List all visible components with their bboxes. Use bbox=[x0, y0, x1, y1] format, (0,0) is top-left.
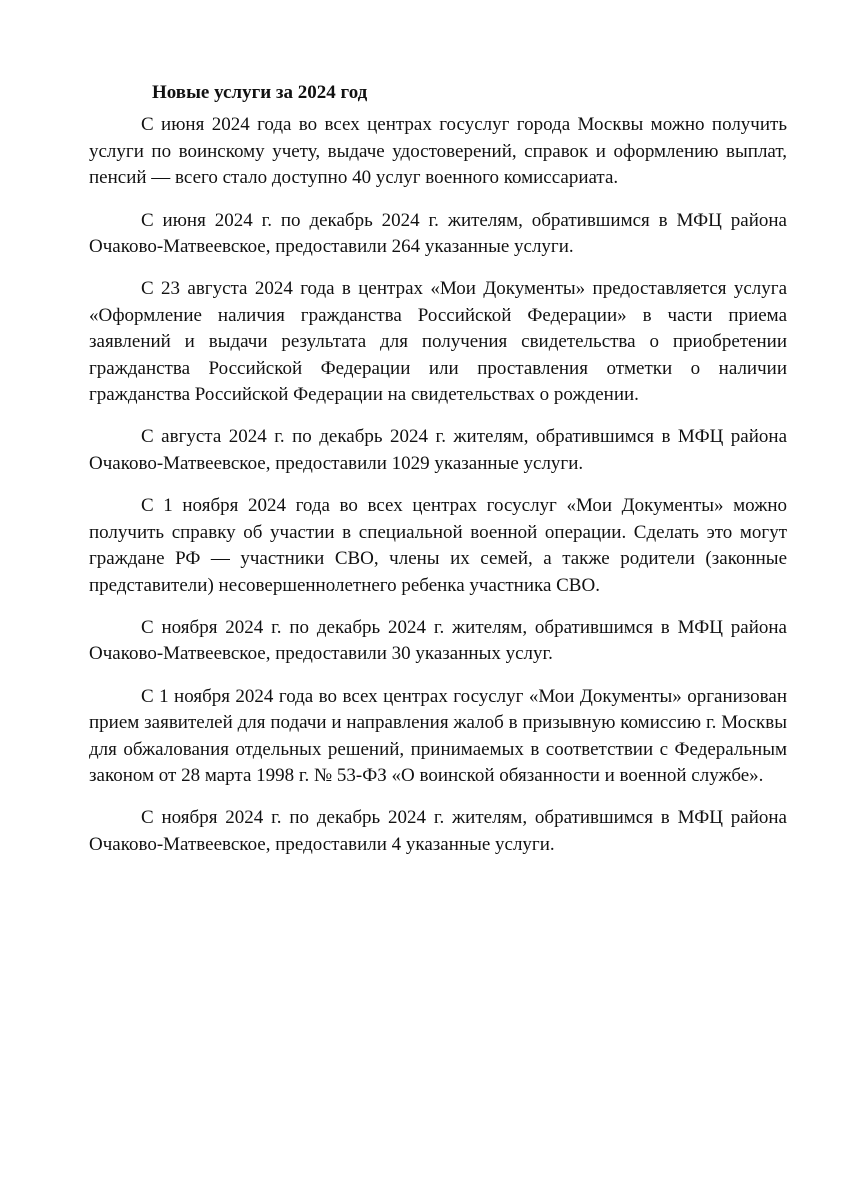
paragraph: С августа 2024 г. по декабрь 2024 г. жителям, обратившимся в МФЦ района Очаково-Матвеевское, предоставили 1029 указанные услуги. bbox=[89, 426, 787, 474]
paragraph: С 23 августа 2024 года в центрах «Мои Документы» предоставляется услуга «Оформление наличия гражданства Российской Федерации» в части приема заявлений и выдачи результата для получения свидетельства о приобретении гражданства Российской Федерации или проставления отметки о наличии гражданства Российской Федерации на свидетельствах о рождении. bbox=[89, 278, 787, 406]
document-heading: Новые услуги за 2024 год bbox=[152, 82, 368, 103]
paragraph: С 1 ноября 2024 года во всех центрах госуслуг «Мои Документы» организован прием заявителей для подачи и направления жалоб в призывную комиссию г. Москвы для обжалования отдельных решений, принимаемых в соответствии с Федеральным законом от 28 марта 1998 г. № 53-ФЗ «О воинской обязанности и военной службе». bbox=[89, 685, 787, 786]
document-body bbox=[89, 80, 787, 874]
paragraph: С июня 2024 г. по декабрь 2024 г. жителям, обратившимся в МФЦ района Очаково-Матвеевское, предоставили 264 указанные услуги. bbox=[89, 209, 787, 258]
paragraph: С 1 ноября 2024 года во всех центрах госуслуг «Мои Документы» можно получить справку об участии в специальной военной операции. Сделать это могут граждане РФ — участники СВО, члены их семей, а также родители (законные представители) несовершеннолетнего ребенка участника СВО. bbox=[89, 495, 787, 596]
paragraph: С июня 2024 года во всех центрах госуслуг города Москвы можно получить услуги по воинскому учету, выдаче удостоверений, справок и оформлению выплат, пенсий — всего стало доступно 40 услуг военного комиссариата. bbox=[89, 114, 787, 189]
paragraph: С ноября 2024 г. по декабрь 2024 г. жителям, обратившимся в МФЦ района Очаково-Матвеевское, предоставили 4 указанные услуги. bbox=[89, 807, 787, 855]
paragraph: С ноября 2024 г. по декабрь 2024 г. жителям, обратившимся в МФЦ района Очаково-Матвеевское, предоставили 30 указанных услуг. bbox=[89, 616, 787, 665]
